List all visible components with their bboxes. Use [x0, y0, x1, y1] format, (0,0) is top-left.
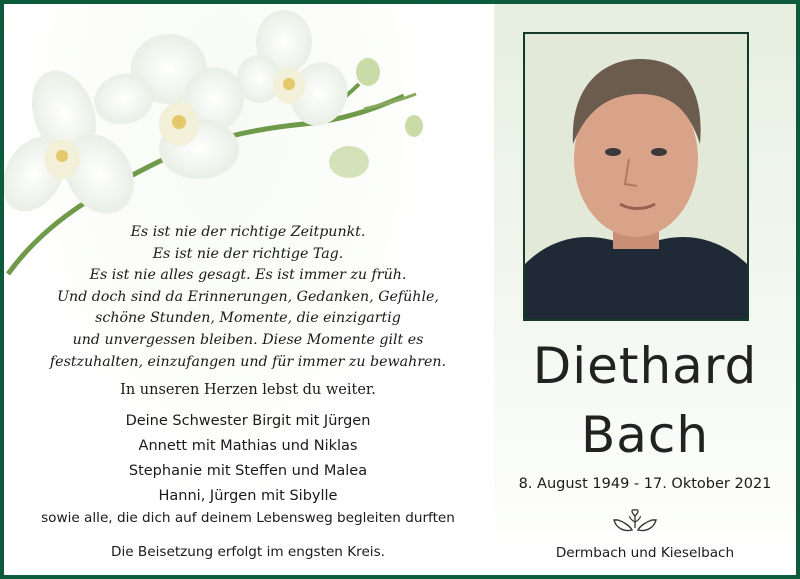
poem-line: Es ist nie alles gesagt. Es ist immer zu früh.	[89, 267, 407, 284]
all-mourners-line: sowie alle, die dich auf deinem Lebensweg begleiten durften	[41, 510, 455, 526]
poem	[24, 222, 472, 373]
portrait-photo	[523, 32, 749, 321]
hands-with-flower-icon	[610, 508, 660, 534]
farewell-line: In unseren Herzen lebst du weiter.	[120, 382, 376, 398]
mourner-line: Hanni, Jürgen mit Sibylle	[158, 488, 338, 504]
deceased-last-name: Bach	[580, 406, 710, 464]
poem-line: festzuhalten, einzufangen und für immer zu bewahren.	[49, 353, 447, 370]
deceased-first-name: Diethard	[532, 337, 758, 395]
mourners-list	[24, 409, 472, 509]
funeral-note: Die Beisetzung erfolgt im engsten Kreis.	[110, 544, 385, 560]
poem-line: schöne Stunden, Momente, die einzigartig	[95, 310, 401, 327]
left-panel	[4, 4, 494, 575]
mourner-line: Stephanie mit Steffen und Malea	[128, 463, 368, 479]
mourner-line: Deine Schwester Birgit mit Jürgen	[125, 413, 371, 429]
mourner-line: Annett mit Mathias und Niklas	[138, 438, 358, 454]
place-line: Dermbach und Kieselbach	[555, 545, 735, 561]
poem-line: Es ist nie der richtige Tag.	[152, 245, 344, 262]
portrait-illustration	[525, 34, 747, 319]
poem-line: und unvergessen bleiben. Diese Momente gilt es	[72, 331, 424, 348]
poem-line: Es ist nie der richtige Zeitpunkt.	[130, 224, 366, 240]
poem-line: Und doch sind da Erinnerungen, Gedanken, Gefühle,	[57, 288, 439, 305]
life-dates: 8. August 1949 - 17. Oktober 2021	[518, 476, 772, 492]
